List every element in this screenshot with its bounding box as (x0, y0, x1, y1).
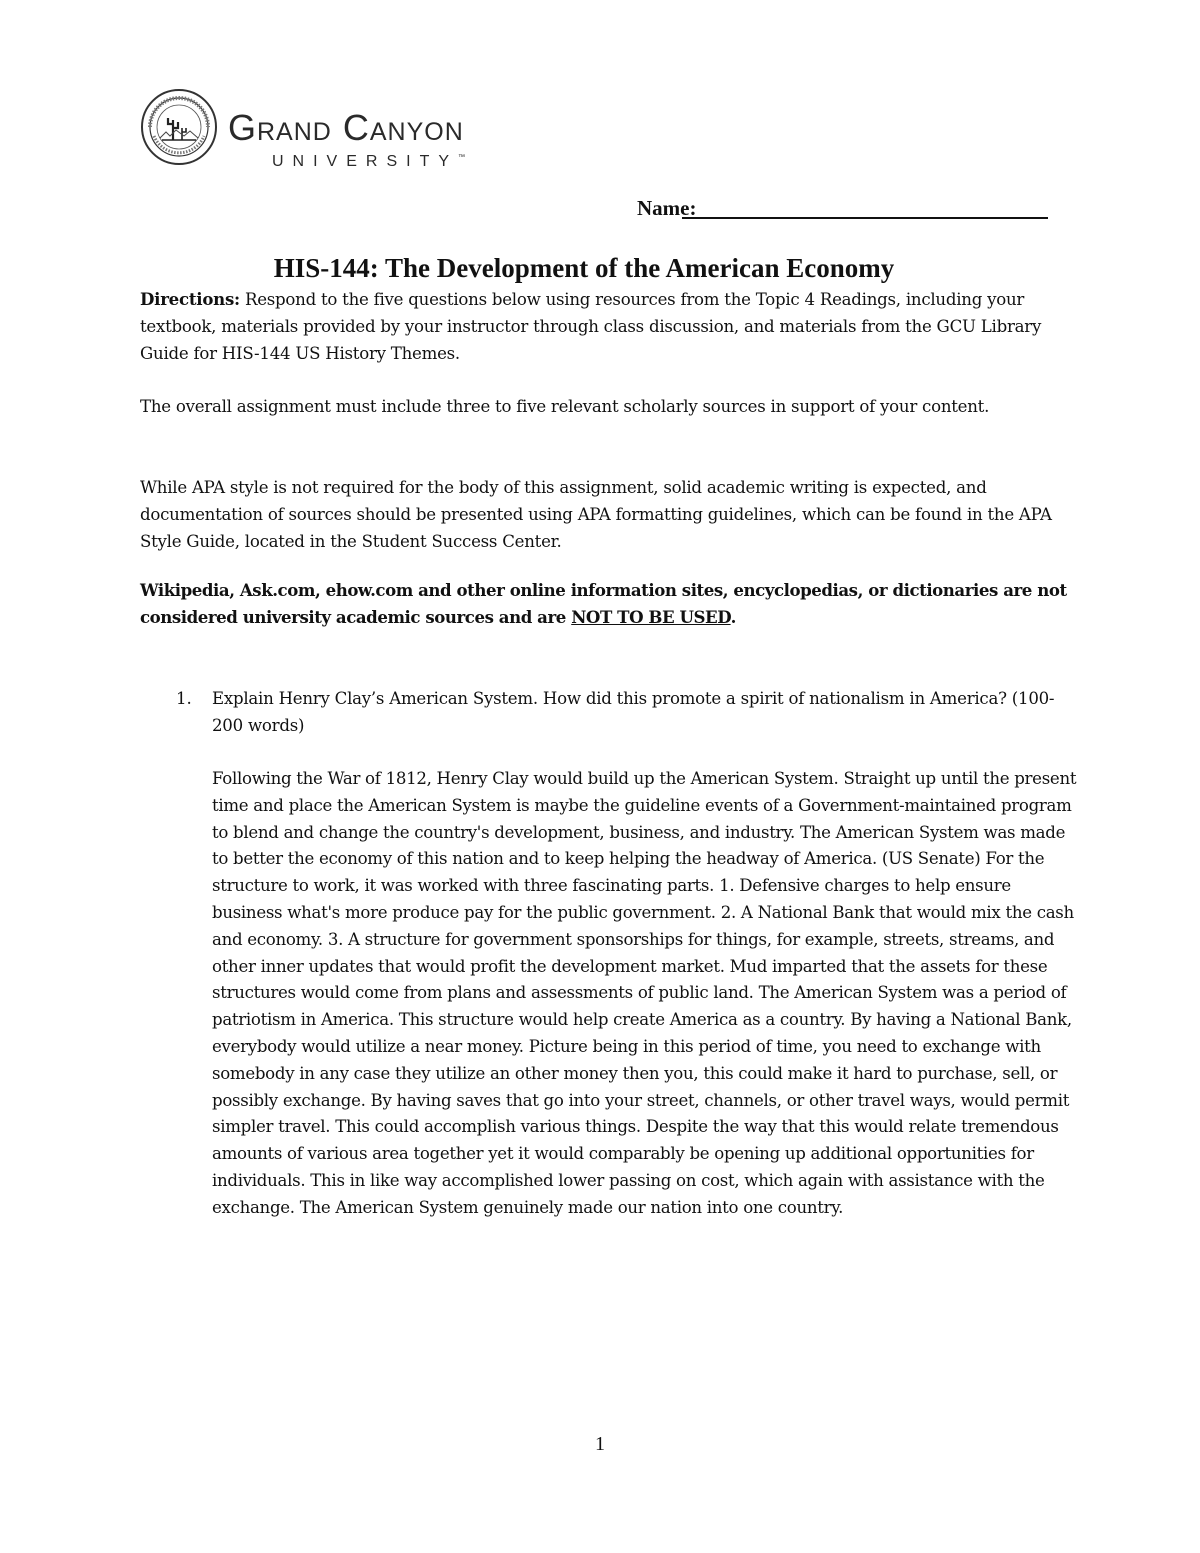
name-field-row (637, 196, 1052, 222)
logo-wordmark (228, 107, 464, 148)
question-prompt: Explain Henry Clay’s American System. How did this promote a spirit of nationalism in America? (100-200 words) (212, 689, 1055, 735)
logo-subtitle (272, 154, 465, 170)
trademark-symbol: ™ (458, 154, 466, 161)
sources-warning (140, 577, 1080, 631)
sources-paragraph: The overall assignment must include three to five relevant scholarly sources in support of your content. (140, 397, 990, 416)
warning-emphasis: NOT TO BE USED (571, 606, 731, 627)
name-label: Name: (637, 196, 697, 220)
directions-text: Respond to the five questions below using resources from the Topic 4 Readings, including your textbook, materials provided by your instructor through class discussion, and materials from the GCU Library Guide for HIS-144 US History Themes. (140, 290, 1042, 363)
logo-name-line2: UNIVERSITY (272, 153, 459, 170)
warning-end: . (730, 606, 736, 627)
page-number: 1 (595, 1433, 605, 1455)
directions-label: Directions: (140, 289, 240, 309)
document-title: HIS-144: The Development of the American Economy (273, 253, 895, 283)
logo-name-line1: Grand Canyon (228, 107, 464, 148)
warning-text: Wikipedia, Ask.com, ehow.com and other online information sites, encyclopedias, or dictionaries are not considered university academic sources and are (140, 580, 1067, 627)
question-answer: Following the War of 1812, Henry Clay would build up the American System. Straight up until the present time and place the American System is maybe the guideline events of a Government-maintained program to blend and change the country's development, business, and industry. The American System was made to better the economy of this nation and to keep helping the headway of America. (US Senate) For the structure to work, it was worked with three fascinating parts. 1. Defensive charges to help ensure business what's more produce pay for the public government. 2. A National Bank that would mix the cash and economy. 3. A structure for government sponsorships for things, for example, streets, streams, and other inner updates that would profit the development market. Mud imparted that the assets for these structures would come from plans and assessments of public land. The American System was a period of patriotism in America. This structure would help create America as a country. By having a National Bank, everybody would utilize a near money. Picture being in this period of time, you need to exchange with somebody in any case they utilize an other money then you, this could make it hard to purchase, sell, or possibly exchange. By having saves that go into your street, channels, or other travel ways, would permit simpler travel. This could accomplish various things. Despite the way that this would relate tremendous amounts of various area together yet it would comparably be opening up additional opportunities for individuals. This in like way accomplished lower passing on cost, which again with assistance with the exchange. The American System genuinely made our nation into one country. (212, 769, 1077, 1217)
question-number: 1. (176, 689, 192, 708)
apa-paragraph: While APA style is not required for the body of this assignment, solid academic writing is expected, and documentation of sources should be presented using APA formatting guidelines, which can be found in the APA Style Guide, located in the Student Success Center. (140, 478, 1052, 551)
name-input-line[interactable] (682, 217, 1048, 219)
directions-paragraph (140, 286, 1080, 367)
university-seal-icon (140, 88, 218, 166)
university-logo (140, 88, 520, 168)
